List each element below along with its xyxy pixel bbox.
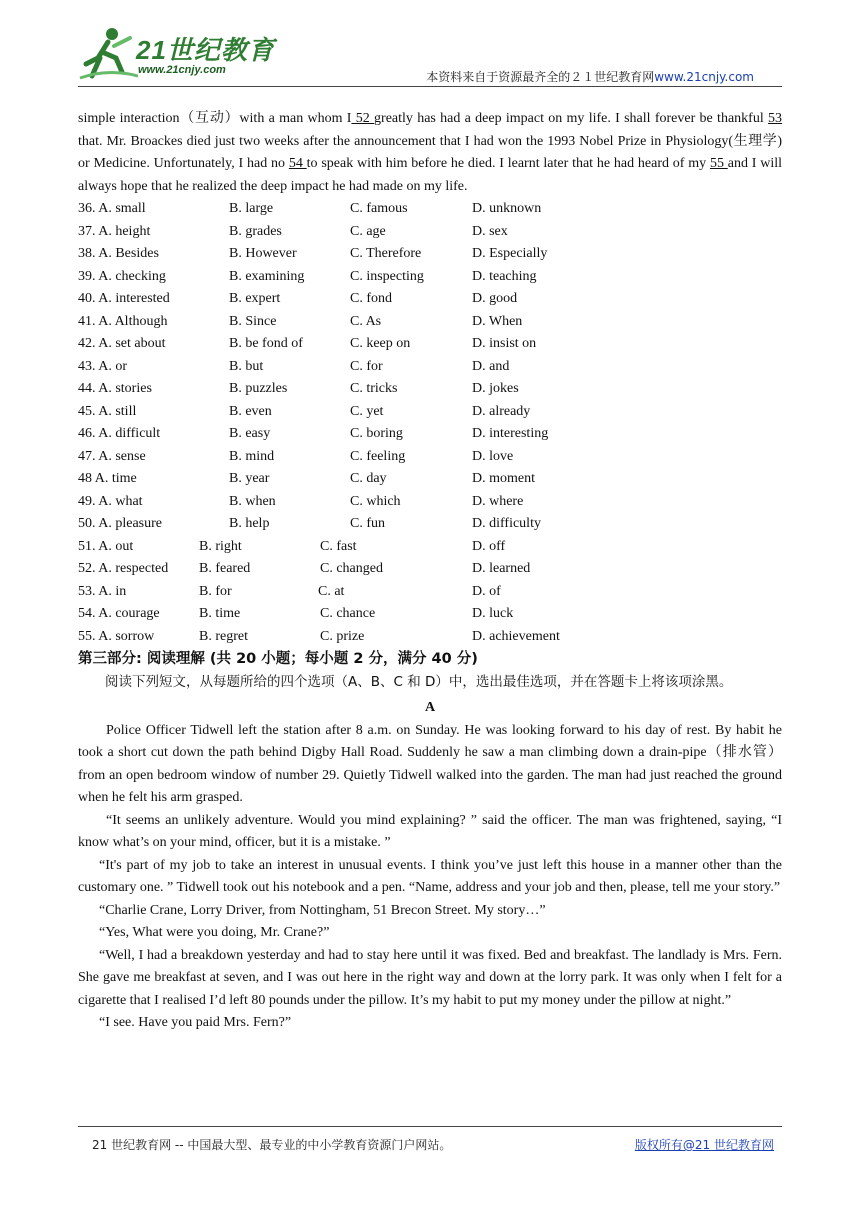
option-b: B. However (229, 246, 297, 261)
option-b: B. mind (229, 448, 275, 464)
option-c: C. As (350, 313, 382, 329)
option-d: D. luck (472, 606, 514, 621)
question-stem: 51. A. out (78, 538, 134, 554)
footer-divider (78, 1126, 782, 1127)
question-stem: 38. A. Besides (78, 246, 159, 261)
question-stem: 41. A. Although (78, 313, 168, 329)
option-c: C. age (350, 223, 386, 239)
question-row (78, 468, 782, 491)
option-c: C. tricks (350, 381, 398, 396)
question-stem: 42. A. set about (78, 336, 166, 351)
option-c: C. keep on (350, 336, 411, 351)
question-stem: 39. A. checking (78, 268, 166, 284)
option-c: C. famous (350, 201, 408, 216)
question-stem: 37. A. height (78, 223, 151, 239)
intro-text-1: simple interaction（互动）with a man whom I (78, 111, 352, 126)
question-stem: 47. A. sense (78, 448, 146, 464)
option-b: B. large (229, 201, 274, 216)
passage-paragraph: “Yes, What were you doing, Mr. Crane?” (99, 925, 330, 940)
option-d: D. where (472, 493, 524, 509)
question-stem: 53. A. in (78, 583, 127, 599)
question-row (78, 243, 782, 266)
question-row (78, 626, 782, 649)
blank-53: 53 (768, 111, 782, 126)
logo-text: 21世纪教育 (136, 35, 275, 65)
option-c: C. inspecting (350, 268, 424, 284)
option-b: B. year (229, 471, 270, 486)
question-row (78, 221, 782, 244)
question-stem: 49. A. what (78, 493, 143, 509)
option-c: C. day (350, 471, 387, 486)
option-d: D. good (472, 291, 518, 306)
intro-text-5: and I will always hope that he realized the deep impact he had made on my life. (78, 156, 783, 194)
option-b: B. be fond of (229, 336, 303, 351)
option-b: B. even (229, 403, 272, 419)
question-list-36-50 (78, 198, 782, 536)
option-d: D. sex (472, 223, 508, 239)
blank-55: 55 (709, 156, 728, 171)
header-note-text: 本资料来自于资源最齐全的２１世纪教育网 (426, 70, 655, 84)
question-stem: 36. A. small (78, 201, 146, 216)
question-stem: 48 A. time (78, 471, 137, 486)
question-row (78, 356, 782, 379)
question-row (78, 446, 782, 469)
intro-text-3: that. Mr. Broackes died just two weeks after the announcement that I had won the 1993 Nobel Prize in Physiology(生理学) or Medicine. Unfortunately, I had no (78, 133, 782, 171)
option-b: B. right (199, 538, 242, 554)
question-stem: 54. A. courage (78, 606, 160, 621)
option-d: D. achievement (472, 628, 560, 644)
option-d: D. insist on (472, 336, 537, 351)
section-instruction: 阅读下列短文，从每题所给的四个选项（A、B、C 和 D）中，选出最佳选项，并在答题卡上将该项涂黑。 (105, 673, 733, 690)
option-d: D. learned (472, 561, 531, 576)
question-stem: 43. A. or (78, 358, 127, 374)
option-d: D. off (472, 538, 506, 554)
option-b: B. puzzles (229, 381, 288, 396)
blank-52: 52 (351, 111, 375, 126)
passage-paragraph: “Well, I had a breakdown yesterday and had to stay here until it was fixed. Bed and breakfast. The landlady is Mrs. Fern. She gave me breakfast at seven, and I was out here in the right way and down at the lorry park. It was only when I felt for a cigarette that I realised I’d left 80 pounds under the pillow. It’s my habit to put my money under the pillow at night.” (78, 947, 782, 1008)
question-row (78, 423, 782, 446)
blank-54: 54 (288, 156, 307, 171)
passage-paragraph: “It seems an unlikely adventure. Would you mind explaining? ” said the officer. The man was frightened, saying, “I know what’s on your mind, officer, but it is a mistake. ” (78, 812, 782, 850)
passage-paragraph: Police Officer Tidwell left the station after 8 a.m. on Sunday. He was looking forward to his day of rest. By habit he took a short cut down the path behind Digby Hall Road. Suddenly he saw a man climbing down a drain-pipe（排水管）from an open bedroom window of number 29. Quietly Tidwell walked into the garden. The man had just reached the ground when he felt his arm grasped. (78, 722, 782, 805)
option-d: D. of (472, 583, 501, 599)
question-stem: 46. A. difficult (78, 426, 161, 441)
passage-paragraph: “It's part of my job to take an interest in unusual events. I think you’ve just left this house in a manner other than the customary one. ” Tidwell took out his notebook and a pen. “Name, address and your job and then, please, tell me your story.” (78, 857, 782, 895)
option-c: C. changed (320, 561, 383, 576)
option-c: C. at (318, 583, 345, 599)
question-stem: 50. A. pleasure (78, 516, 162, 531)
question-stem: 45. A. still (78, 403, 137, 419)
question-row (78, 266, 782, 289)
question-row (78, 581, 782, 604)
option-c: C. boring (350, 426, 403, 441)
question-row (78, 536, 782, 559)
question-row (78, 378, 782, 401)
question-stem: 55. A. sorrow (78, 628, 155, 644)
option-d: D. and (472, 358, 510, 374)
option-b: B. easy (229, 426, 271, 441)
footer-text: 21 世纪教育网 -- 中国最大型、最专业的中小学教育资源门户网站。 (92, 1138, 452, 1152)
header-note-link[interactable]: www.21cnjy.com (654, 70, 754, 84)
option-c: C. prize (320, 628, 365, 644)
option-b: B. time (199, 606, 241, 621)
option-b: B. help (229, 516, 270, 531)
intro-text-4: to speak with him before he died. I learnt later that he had heard of my (306, 156, 710, 171)
question-stem: 52. A. respected (78, 561, 169, 576)
question-row (78, 311, 782, 334)
intro-text-2: greatly has had a deep impact on my life. I shall forever be thankful (374, 111, 768, 126)
question-stem: 40. A. interested (78, 291, 170, 306)
option-b: B. Since (229, 313, 277, 329)
option-c: C. fun (350, 516, 385, 531)
option-b: B. when (229, 493, 276, 509)
option-c: C. chance (320, 606, 376, 621)
option-c: C. yet (350, 403, 384, 419)
option-c: C. for (350, 358, 383, 374)
option-b: B. for (199, 583, 232, 599)
site-logo[interactable] (78, 24, 288, 82)
question-row (78, 513, 782, 536)
option-d: D. interesting (472, 426, 549, 441)
runner-logo-icon (78, 24, 138, 82)
question-stem: 44. A. stories (78, 381, 152, 396)
option-c: C. fast (320, 538, 357, 554)
option-d: D. Especially (472, 246, 548, 261)
option-d: D. moment (472, 471, 535, 486)
option-c: C. which (350, 493, 401, 509)
option-d: D. already (472, 403, 531, 419)
page-header (78, 20, 782, 86)
intro-paragraph (78, 108, 782, 198)
option-b: B. examining (229, 268, 305, 284)
option-c: C. Therefore (350, 246, 422, 261)
question-list-51-55 (78, 536, 782, 649)
logo-url: www.21cnjy.com (138, 64, 226, 76)
question-row (78, 198, 782, 221)
option-d: D. When (472, 313, 523, 329)
option-b: B. expert (229, 291, 281, 306)
footer-copyright-link[interactable]: 版权所有@21 世纪教育网 (634, 1138, 774, 1152)
passage-paragraph: “I see. Have you paid Mrs. Fern?” (99, 1015, 292, 1030)
passage-label: A (424, 700, 436, 715)
question-row (78, 401, 782, 424)
header-divider (78, 86, 782, 87)
option-d: D. unknown (472, 201, 542, 216)
question-row (78, 333, 782, 356)
option-d: D. difficulty (472, 516, 541, 531)
option-c: C. fond (350, 291, 392, 306)
option-b: B. grades (229, 223, 282, 239)
option-d: D. jokes (472, 381, 519, 396)
question-row (78, 603, 782, 626)
page-body (78, 108, 782, 1035)
passage-paragraph: “Charlie Crane, Lorry Driver, from Nottingham, 51 Brecon Street. My story…” (99, 902, 546, 918)
option-b: B. but (229, 358, 264, 374)
question-row (78, 491, 782, 514)
option-b: B. regret (199, 628, 248, 644)
option-c: C. feeling (350, 448, 406, 464)
question-row (78, 558, 782, 581)
question-row (78, 288, 782, 311)
option-d: D. teaching (472, 268, 537, 284)
option-d: D. love (472, 448, 514, 464)
header-note (426, 68, 754, 85)
option-b: B. feared (199, 561, 251, 576)
section-title: 第三部分: 阅读理解 (共 20 小题；每小题 2 分，满分 40 分) (78, 651, 478, 667)
